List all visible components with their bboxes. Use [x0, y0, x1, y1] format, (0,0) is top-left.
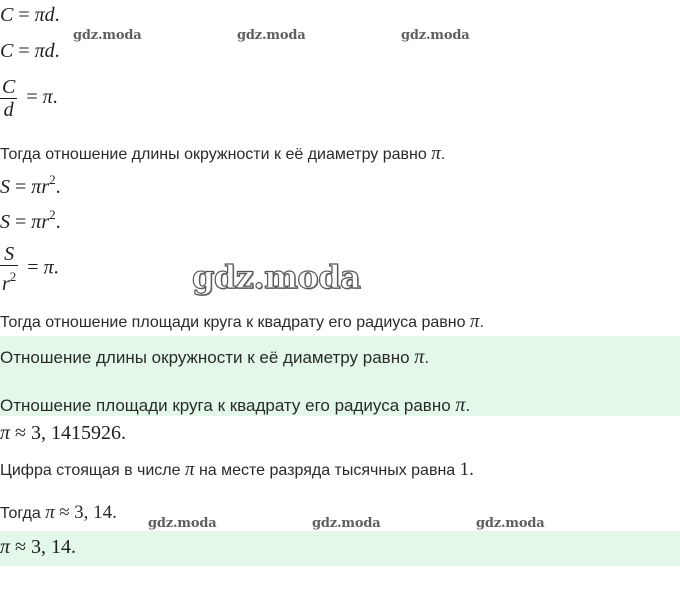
fraction: $\frac{S}{r^2}$ — [2, 243, 17, 295]
ratio-circumference-text: Тогда отношение длины окружности к её диаметру равно π. — [0, 143, 446, 164]
watermark: gdz.moda — [148, 516, 217, 531]
watermark: gdz.moda — [73, 28, 142, 43]
answer-box — [0, 531, 680, 566]
formula-circumference: C = πd. — [0, 4, 60, 26]
thousandths-digit-text: Цифра стоящая в числе π на месте разряда тысячных равна 1. — [0, 459, 474, 480]
watermark: gdz.moda — [237, 28, 306, 43]
formula-ratio-circumference: $\frac{C}{d}$ = π. — [2, 76, 58, 121]
answer-box — [0, 336, 680, 416]
watermark: gdz.moda — [401, 28, 470, 43]
watermark: gdz.moda — [312, 516, 381, 531]
answer-circumference: Отношение длины окружности к её диаметру равно π. — [0, 346, 430, 368]
watermark: gdz.moda — [476, 516, 545, 531]
formula-area: $S = \pi r^2$. — [0, 207, 61, 233]
rounded-pi-text: Тогда π ≈ 3, 14. — [0, 502, 117, 523]
fraction: $\frac{C}{d}$ — [2, 76, 16, 121]
answer-area: Отношение площади круга к квадрату его радиуса равно π. — [0, 394, 471, 416]
formula-ratio-area: $\frac{S}{r^2}$ = π. — [2, 243, 59, 295]
formula-circumference: C = πd. — [0, 40, 60, 62]
watermark-large: gdz.moda — [192, 258, 361, 296]
formula-pi-approx: π ≈ 3, 1415926. — [0, 422, 127, 444]
ratio-area-text: Тогда отношение площади круга к квадрату его радиуса равно π. — [0, 311, 484, 332]
answer-pi-rounded: π ≈ 3, 14. — [0, 536, 77, 558]
formula-area: $S = \pi r^2$. — [0, 172, 61, 198]
